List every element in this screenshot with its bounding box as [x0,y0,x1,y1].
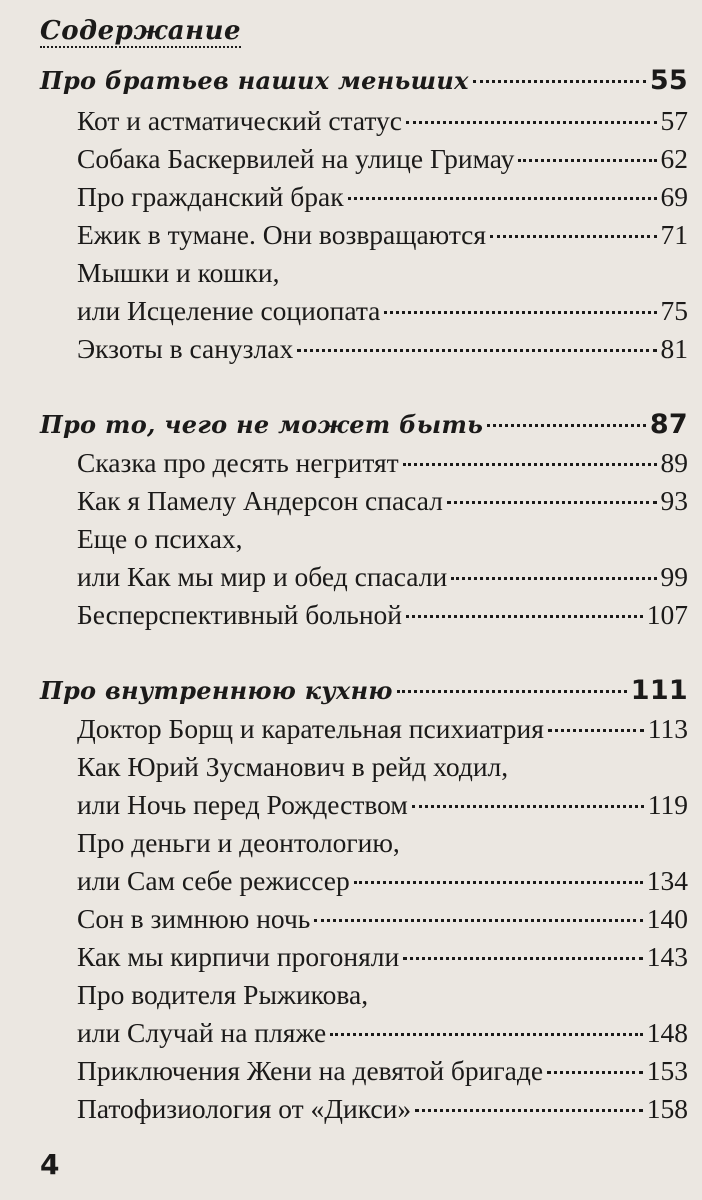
toc-section-3 [40,674,688,708]
section-title: Про братьев наших меньших [40,66,469,95]
dot-leader [518,159,656,162]
toc-entry [77,560,688,594]
entry-page: 158 [646,1093,688,1124]
entry-page: 143 [646,941,688,972]
entry-title: Сказка про десять негритят [77,447,399,478]
dot-leader [354,881,643,884]
dot-leader [548,729,644,732]
entry-page: 99 [660,561,688,592]
entry-title: Собака Баскервилей на улице Гримау [77,143,515,174]
toc-entry [77,598,688,632]
entry-page: 81 [660,333,688,364]
entry-title: или Сам себе режиссер [77,865,350,896]
dot-leader [384,311,656,314]
entry-title: Ежик в тумане. Они возвращаются [77,219,487,250]
toc-entry [77,864,688,898]
entry-title: Доктор Борщ и карательная психиатрия [77,713,544,744]
entry-title: Как я Памелу Андерсон спасал [77,485,443,516]
dot-leader [447,501,657,504]
entry-title: Бесперспективный больной [77,599,403,630]
dot-leader [415,1109,643,1112]
dot-leader [348,197,657,200]
entry-page: 134 [646,865,688,896]
entry-page: 148 [646,1017,688,1048]
entry-title: или Ночь перед Рождеством [77,789,408,820]
toc-entry [77,180,688,214]
dot-leader [330,1033,643,1036]
entry-title: Сон в зимнюю ночь [77,903,311,934]
toc-section-2 [40,408,688,442]
entry-page: 119 [647,789,688,820]
page-number: 4 [40,1148,60,1181]
dot-leader [451,577,656,580]
dot-leader [412,805,644,808]
entry-page: 140 [646,903,688,934]
entry-page: 153 [646,1055,688,1086]
dot-leader [406,615,643,618]
entry-title-line1: Про деньги и деонтологию, [77,827,400,858]
section-page: 55 [649,65,688,96]
toc-entry [77,902,688,936]
entry-page: 62 [660,143,688,174]
toc-entry [77,940,688,974]
dot-leader [403,463,657,466]
section-page: 111 [630,675,688,706]
entry-title-line1: Еще о психах, [77,523,243,554]
entry-page: 93 [660,485,688,516]
entry-page: 107 [646,599,688,630]
dot-leader [406,121,657,124]
toc-entry [77,294,688,328]
entry-title: Про гражданский брак [77,181,344,212]
entry-page: 71 [660,219,688,250]
dot-leader [397,690,627,693]
entry-title-line1: Про водителя Рыжикова, [77,979,369,1010]
toc-entry [77,104,688,138]
toc-entry [77,1016,688,1050]
toc-section-1 [40,64,688,98]
dot-leader [403,957,643,960]
toc-entry [77,1054,688,1088]
entry-title: или Случай на пляже [77,1017,327,1048]
entry-page: 89 [660,447,688,478]
dot-leader [473,80,646,83]
toc-entry [77,712,688,746]
entry-page: 69 [660,181,688,212]
dot-leader [487,424,646,427]
toc-heading: Содержание [40,16,242,46]
entry-page: 75 [660,295,688,326]
toc-entry [77,218,688,252]
entry-title: Приключения Жени на девятой бригаде [77,1055,544,1086]
entry-title: Кот и астматический статус [77,105,402,136]
toc-entry [77,142,688,176]
dot-leader [314,919,642,922]
entry-title-line1: Как Юрий Зусманович в рейд ходил, [77,751,509,782]
entry-title: Патофизиология от «Дикси» [77,1093,412,1124]
entry-page: 57 [660,105,688,136]
toc-entry [77,484,688,518]
entry-title-line1: Мышки и кошки, [77,257,280,288]
entry-page: 113 [647,713,688,744]
toc-entry [77,788,688,822]
dot-leader [490,235,656,238]
entry-title: Экзоты в санузлах [77,333,294,364]
entry-title: или Как мы мир и обед спасали [77,561,448,592]
toc-entry [77,446,688,480]
entry-title: или Исцеление социопата [77,295,381,326]
section-page: 87 [649,409,688,440]
entry-title: Как мы кирпичи прогоняли [77,941,400,972]
dot-leader [297,349,656,352]
toc-entry [77,1092,688,1126]
section-title: Про то, чего не может быть [40,410,484,439]
section-title: Про внутреннюю кухню [40,676,393,705]
toc-entry [77,332,688,366]
dot-leader [547,1071,643,1074]
